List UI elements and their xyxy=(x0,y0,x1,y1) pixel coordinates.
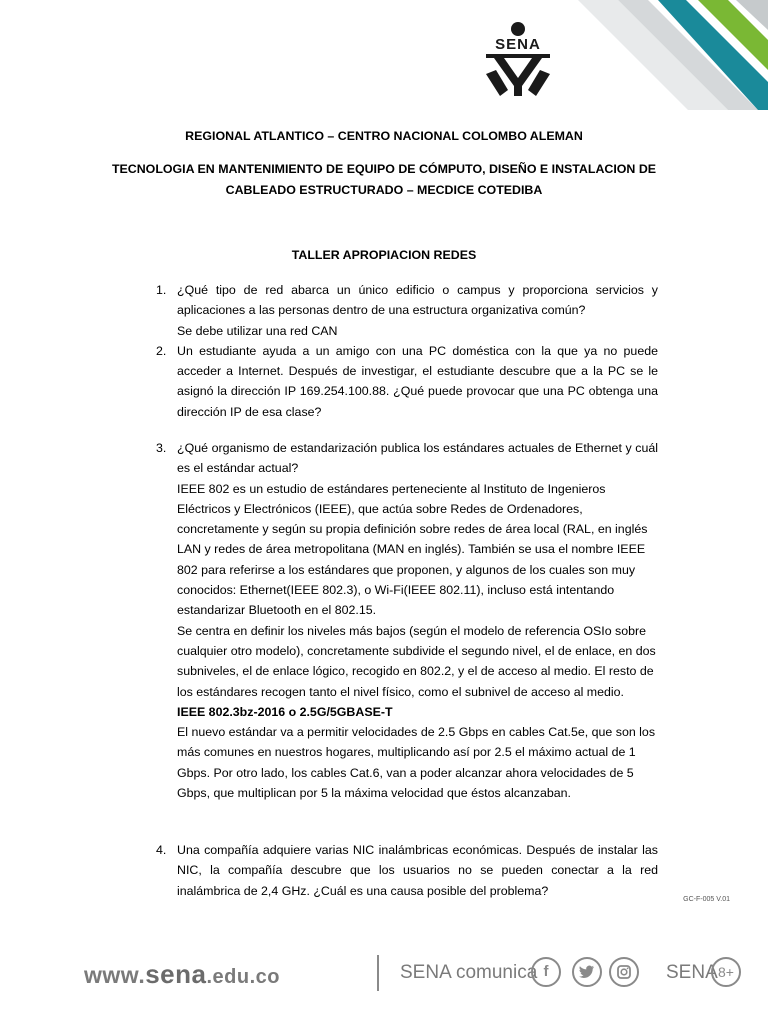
instagram-icon[interactable] xyxy=(609,957,639,987)
question-number: 4. xyxy=(156,843,167,857)
sena-logo xyxy=(478,20,558,98)
question-3 xyxy=(150,438,658,803)
question-text: Una compañía adquiere varias NIC inalámbricas económicas. Después de instalar las NIC, la compañía descubre que los usuarios no se pueden conectar a la red inalámbrica de 2,4 GHz. ¿Cuál es una causa posible del problema? xyxy=(177,843,658,898)
questions-block-3 xyxy=(150,840,658,901)
answer-paragraph: Se centra en definir los niveles más bajos (según el modelo de referencia OSIo sobre cualquier otro modelo), concretamente subdivide el segundo nivel, el de enlace, en dos subniveles, el de enlace lógico, recogido en 802.2, y el de acceso al medio. El resto de los estándares recogen tanto el nivel físico, como el subnivel de acceso al medio. xyxy=(177,623,656,699)
question-number: 2. xyxy=(156,343,167,358)
header-regional: REGIONAL ATLANTICO – CENTRO NACIONAL COLOMBO ALEMAN xyxy=(185,129,583,143)
question-number: 3. xyxy=(156,441,167,455)
footer-comunica: SENA comunica xyxy=(400,962,538,983)
questions-block-2 xyxy=(150,438,658,803)
url-domain: .edu.co xyxy=(206,966,280,988)
header-program-line2: CABLEADO ESTRUCTURADO – MECDICE COTEDIBA xyxy=(225,183,543,197)
header-program-line1: TECNOLOGIA EN MANTENIMIENTO DE EQUIPO DE CÓMPUTO, DISEÑO E INSTALACION DE xyxy=(111,162,657,176)
url-sena: sena xyxy=(145,959,207,989)
question-text: ¿Qué organismo de estandarización publica los estándares actuales de Ethernet y cuál es el estándar actual? xyxy=(177,441,658,476)
questions-block-1 xyxy=(150,280,658,422)
google-plus-icon[interactable]: 8+ xyxy=(711,957,741,987)
facebook-icon[interactable]: f xyxy=(531,957,561,987)
question-text: Un estudiante ayuda a un amigo con una PC doméstica con la que ya no puede acceder a Internet. Después de investigar, el estudiante descubre que a la PC se le asignó la dirección IP 169.254.100.88. ¿Qué puede provocar que una PC obtenga una dirección IP de esa clase? xyxy=(177,343,658,419)
answer-paragraph: IEEE 802 es un estudio de estándares perteneciente al Instituto de Ingenieros Eléctricos y Electrónicos (IEEE), que actúa sobre Redes de Ordenadores, concretamente y según su propia definición sobre redes de área local (RAL, en inglés LAN y redes de área metropolitana (MAN en inglés). También se usa el nombre IEEE 802 para referirse a los estándares que proponen, y algunos de los cuales son muy conocidos: Ethernet(IEEE 802.3), o Wi-Fi(IEEE 802.11), incluso está intentando estandarizar Bluetooth en el 802.15. xyxy=(177,481,648,618)
twitter-icon[interactable] xyxy=(572,957,602,987)
answer-text: Se debe utilizar una red CAN xyxy=(177,323,338,338)
url-www: www. xyxy=(84,962,146,988)
sena-logo-text: SENA xyxy=(495,36,541,53)
footer-sena-label: SENA xyxy=(666,962,718,983)
footer-url[interactable] xyxy=(84,959,280,990)
document-title: TALLER APROPIACION REDES xyxy=(291,248,477,262)
standard-heading: IEEE 802.3bz-2016 o 2.5G/5GBASE-T xyxy=(177,704,393,719)
answer-paragraph: El nuevo estándar va a permitir velocidades de 2.5 Gbps en cables Cat.5e, que son los más comunes en nuestros hogares, multiplicando así por 2.5 el máximo actual de 1 Gbps. Por otro lado, los cables Cat.6, van a poder alcanzar ahora velocidades de 5 Gbps, que multiplican por 5 la máxima velocidad que éstos alcanzaban. xyxy=(177,725,656,801)
footer-divider xyxy=(377,955,379,991)
question-2 xyxy=(150,341,658,422)
question-text: ¿Qué tipo de red abarca un único edificio o campus y proporciona servicios y aplicaciones a las personas dentro de una estructura organizativa común? xyxy=(177,283,658,318)
question-4 xyxy=(150,840,658,901)
question-1 xyxy=(150,280,658,341)
corner-stripes-decoration xyxy=(558,0,768,110)
question-number: 1. xyxy=(156,283,167,297)
footer xyxy=(0,945,768,1005)
sena-logo-graphic xyxy=(478,20,558,98)
document-code: GC-F-005 V.01 xyxy=(683,896,730,903)
